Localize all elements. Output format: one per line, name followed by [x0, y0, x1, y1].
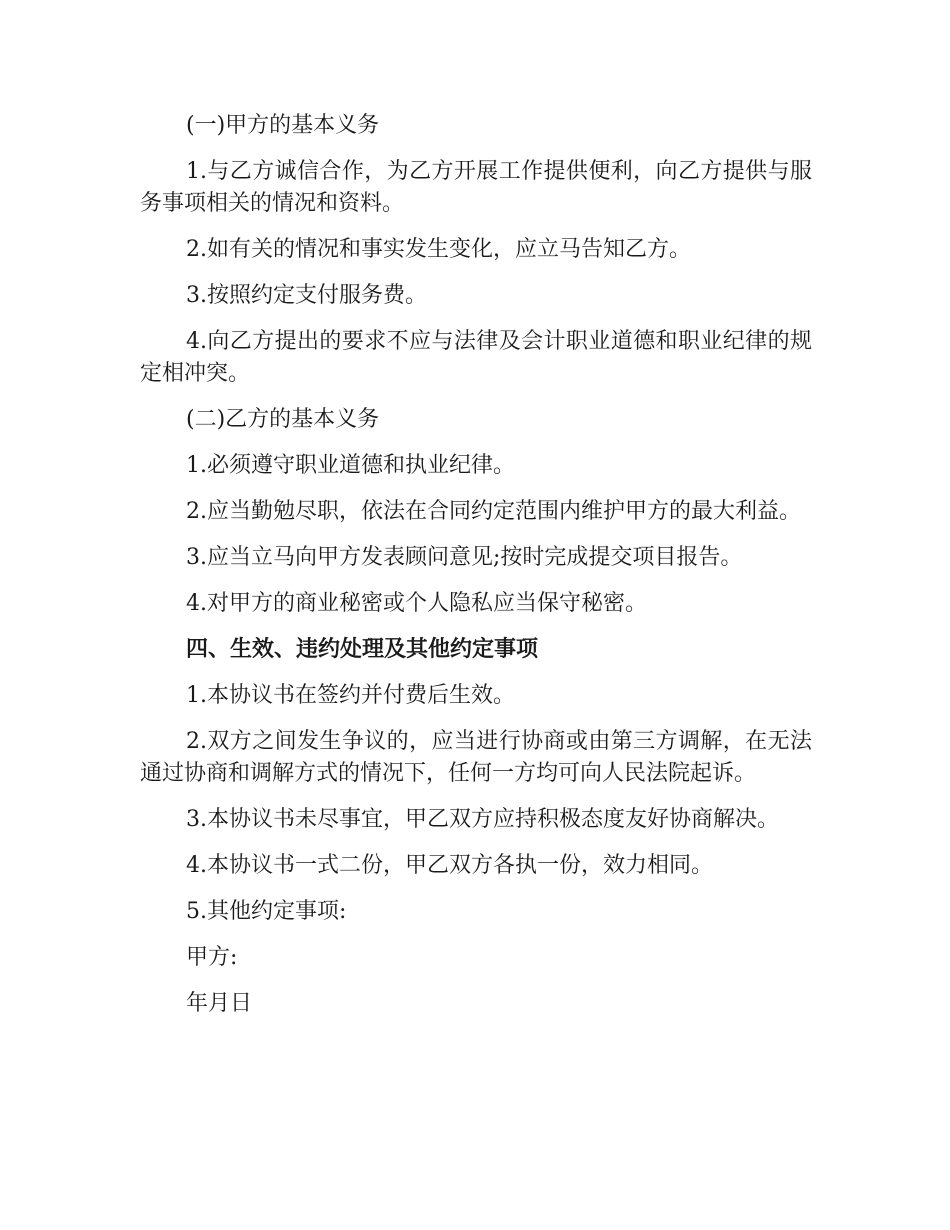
- paragraph-a-2: 2.如有关的情况和事实发生变化，应立马告知乙方。: [186, 237, 691, 262]
- section-heading-party-b-obligations: (二)乙方的基本义务: [186, 407, 380, 432]
- document-page: [140, 110, 812, 1034]
- paragraph-b-2: 2.应当勤勉尽职，依法在合同约定范围内维护甲方的最大利益。: [186, 499, 801, 524]
- paragraph-e-4: 4.本协议书一式二份，甲乙双方各执一份，效力相同。: [186, 853, 713, 878]
- paragraph-a-1: 1.与乙方诚信合作，为乙方开展工作提供便利，向乙方提供与服务事项相关的情况和资料。: [140, 159, 812, 216]
- section-heading-effectiveness: 四、生效、违约处理及其他约定事项: [186, 637, 539, 662]
- signature-date: 年月日: [186, 991, 253, 1016]
- paragraph-b-1: 1.必须遵守职业道德和执业纪律。: [186, 453, 515, 478]
- paragraph-e-2: 2.双方之间发生争议的，应当进行协商或由第三方调解，在无法通过协商和调解方式的情况下，任何一方均可向人民法院起诉。: [140, 729, 812, 786]
- paragraph-b-3: 3.应当立马向甲方发表顾问意见;按时完成提交项目报告。: [186, 545, 743, 570]
- paragraph-e-3: 3.本协议书未尽事宜，甲乙双方应持积极态度友好协商解决。: [186, 807, 779, 832]
- paragraph-e-1: 1.本协议书在签约并付费后生效。: [186, 683, 515, 708]
- signature-party-a: 甲方:: [186, 945, 238, 970]
- paragraph-e-5: 5.其他约定事项:: [186, 899, 347, 924]
- paragraph-a-3: 3.按照约定支付服务费。: [186, 283, 427, 308]
- paragraph-a-4: 4.向乙方提出的要求不应与法律及会计职业道德和职业纪律的规定相冲突。: [140, 329, 812, 386]
- section-heading-party-a-obligations: (一)甲方的基本义务: [186, 113, 380, 138]
- paragraph-b-4: 4.对甲方的商业秘密或个人隐私应当保守秘密。: [186, 591, 647, 616]
